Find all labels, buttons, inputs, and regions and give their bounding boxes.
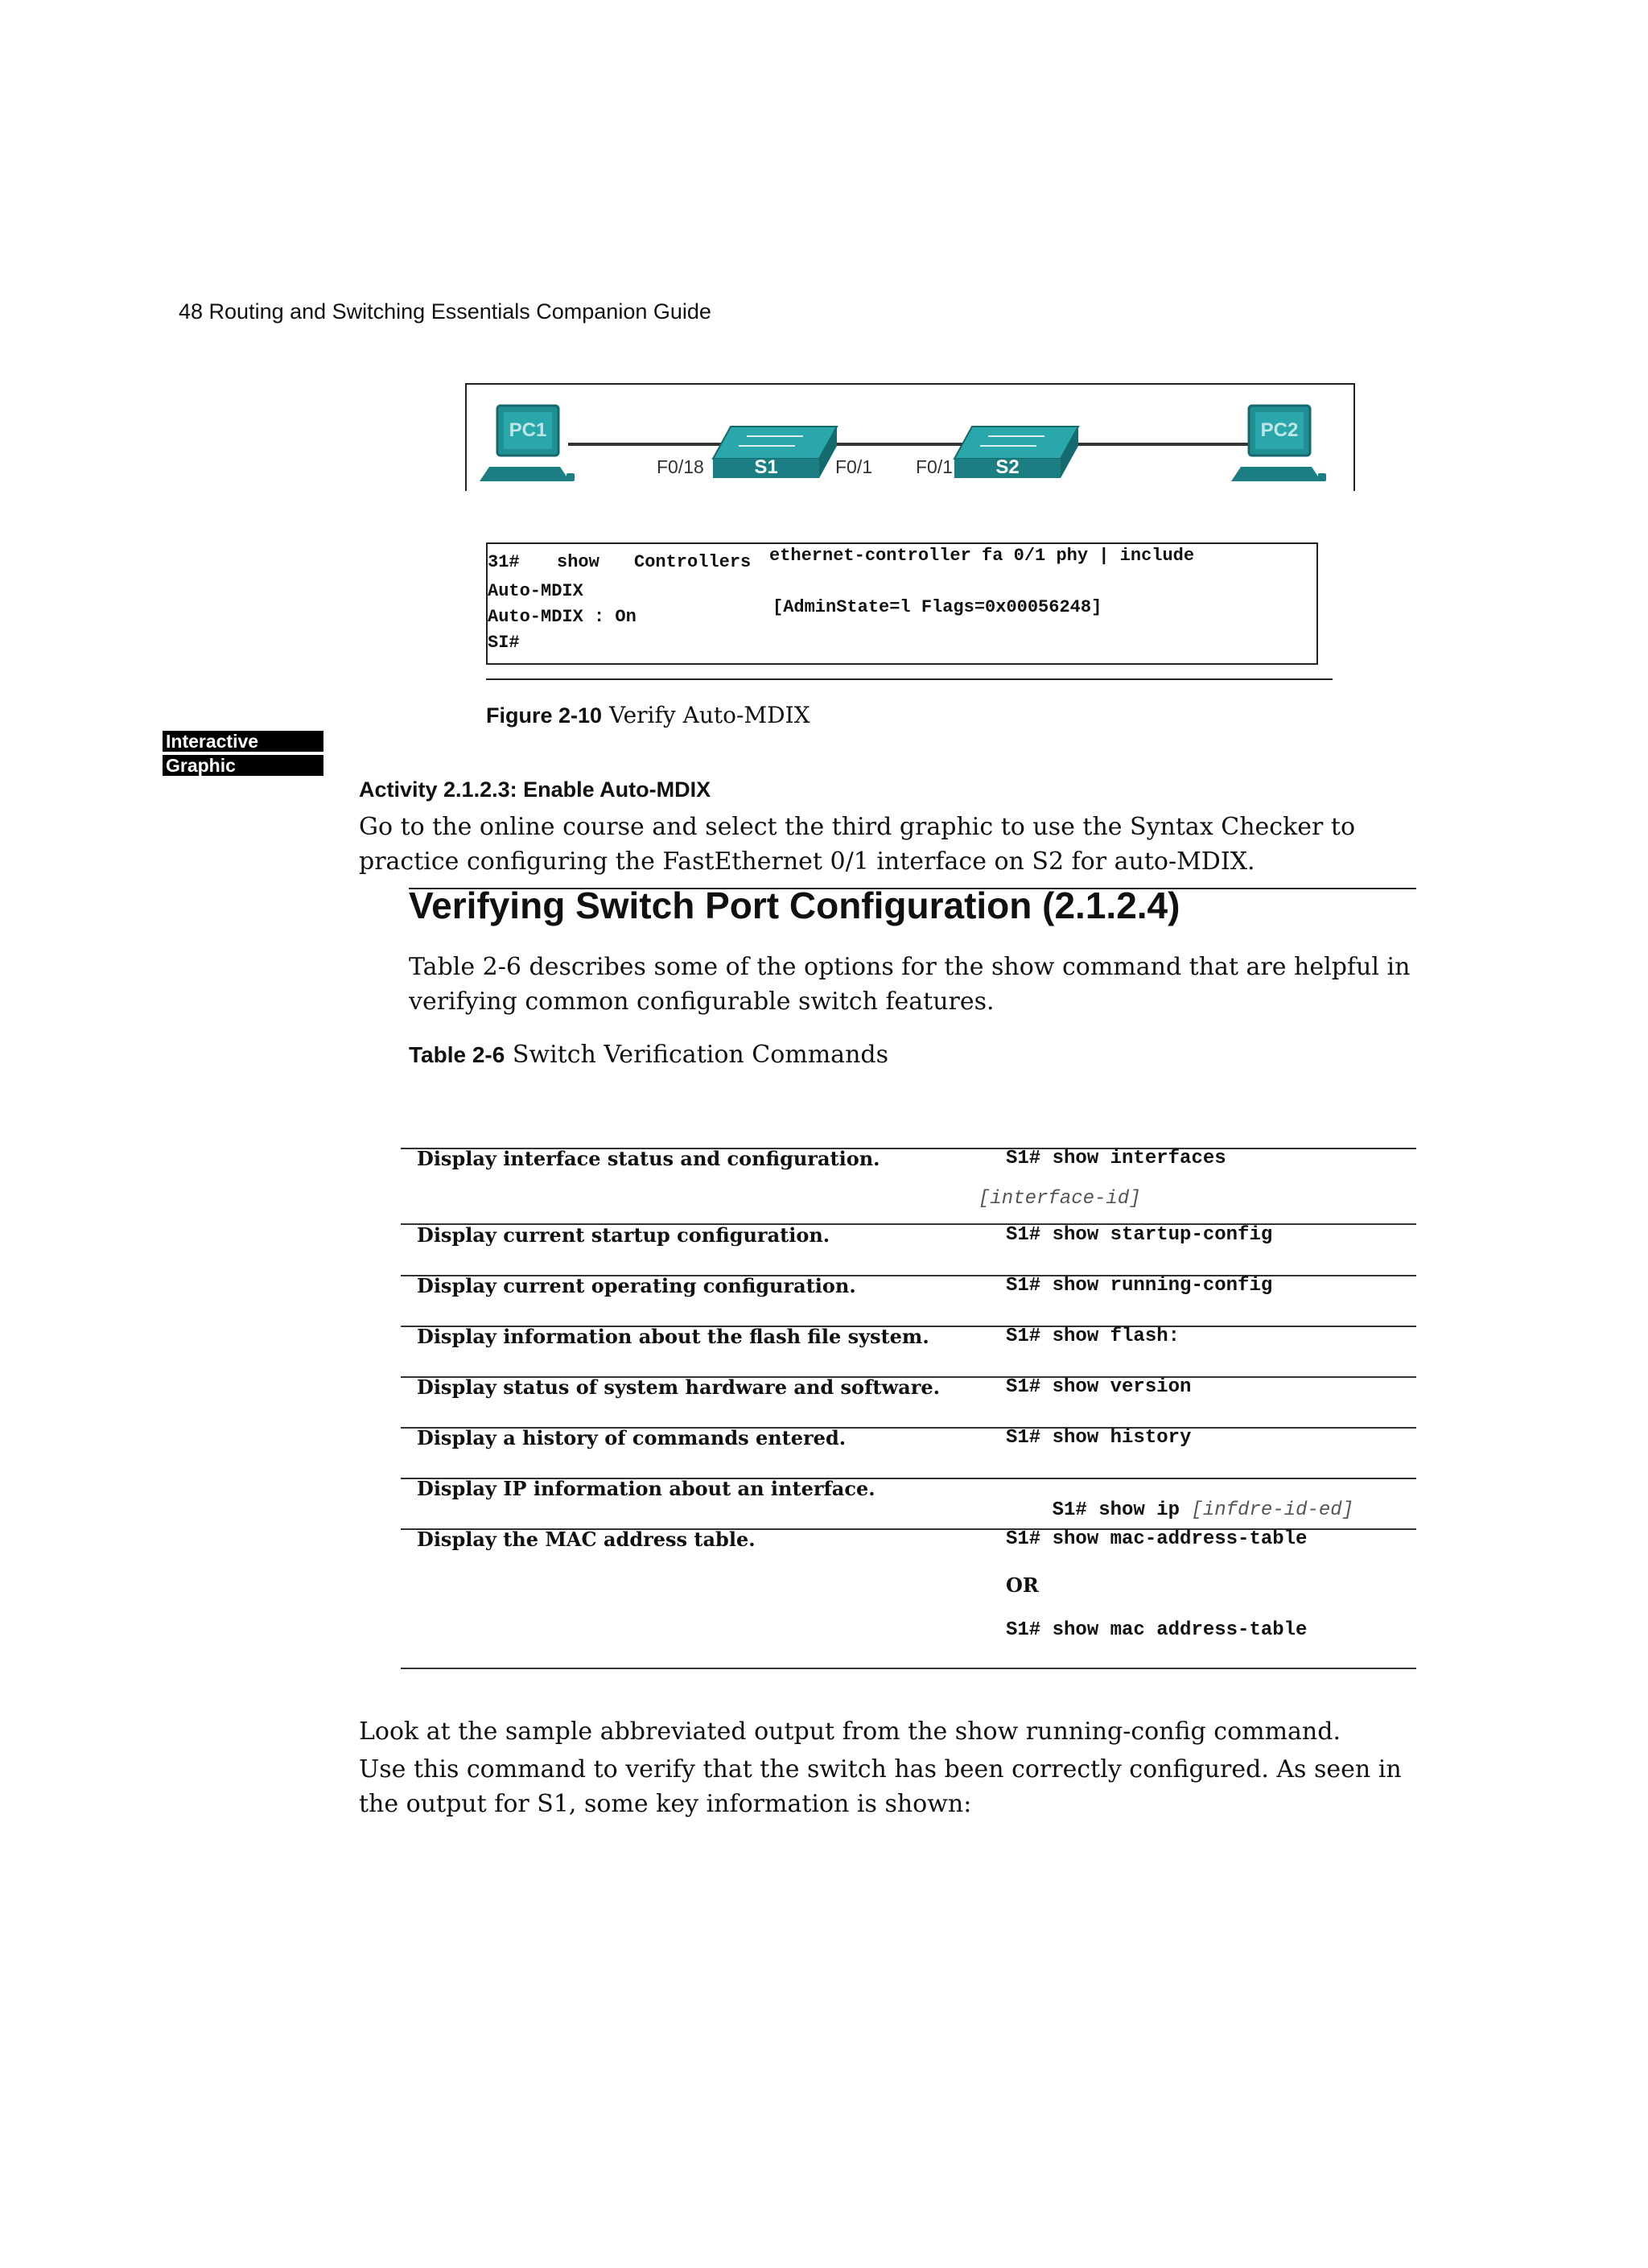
table-row-arg: [interface-id] [978, 1188, 1141, 1210]
figure-caption [486, 702, 810, 728]
table-row-cmd: S1# show flash: [1006, 1326, 1180, 1347]
table-row-cmd-text: S1# show ip [1052, 1499, 1180, 1521]
port-label-s2-f0-1: F0/1 [916, 456, 954, 477]
cli-output-box [486, 542, 1318, 665]
closing-line-1: Look at the sample abbreviated output from the show running-config command. [359, 1717, 1341, 1746]
table-row-desc: Display current operating configuration. [417, 1274, 856, 1297]
topology-diagram [465, 383, 1355, 491]
graphic-badge: Graphic [163, 755, 323, 776]
table-row-desc: Display status of system hardware and software. [417, 1375, 940, 1399]
activity-title: Activity 2.1.2.3: Enable Auto-MDIX [359, 777, 711, 802]
table-row-desc: Display the MAC address table. [417, 1528, 756, 1551]
table-label: Table 2-6 [409, 1042, 505, 1067]
cli-show: show [557, 552, 599, 572]
table-caption-text: Switch Verification Commands [512, 1041, 888, 1069]
pc2-label: PC2 [1260, 419, 1299, 441]
running-head: 48 Routing and Switching Essentials Companion Guide [179, 299, 711, 324]
figure-label: Figure 2-10 [486, 703, 603, 728]
pc1-label: PC1 [509, 419, 547, 441]
table-row-desc: Display a history of commands entered. [417, 1426, 847, 1449]
table-row-desc: Display information about the flash file system. [417, 1325, 929, 1348]
cli-line-auto-mdix: Auto-MDIX [488, 581, 583, 601]
table-bottom-rule [401, 1668, 1416, 1669]
intro-paragraph: Table 2-6 describes some of the options for the show command that are helpful in verifying common configurable switch features. [409, 953, 1411, 1016]
interactive-badge: Interactive [163, 731, 323, 752]
port-label-f0-18: F0/18 [657, 456, 704, 477]
topology-figure [465, 383, 1355, 491]
cli-end-prompt: SI# [488, 633, 520, 653]
pc1-icon [480, 406, 575, 481]
cli-controllers: Controllers [634, 552, 752, 572]
port-label-s1-f0-1: F0/1 [835, 456, 873, 477]
cli-box-rule [486, 678, 1333, 680]
table-row-desc: Display current startup configuration. [417, 1223, 830, 1247]
cli-admin-state: [AdminState=l Flags=0x00056248] [772, 597, 1102, 617]
table-row-cmd: S1# show mac-address-table [1006, 1528, 1308, 1550]
table-row-desc: Display interface status and configuration. [417, 1147, 880, 1170]
cli-command-rest: ethernet-controller fa 0/1 phy | include [769, 546, 1195, 566]
s1-label: S1 [754, 456, 778, 478]
table-row-cmd: S1# show history [1006, 1427, 1192, 1449]
table-row-cmd: S1# show interfaces [1006, 1148, 1226, 1169]
table-row-cmd: S1# show running-config [1006, 1275, 1273, 1297]
cli-line-auto-mdix-on: Auto-MDIX : On [488, 607, 637, 627]
cli-prompt: 31# [488, 552, 520, 572]
table-caption [409, 1041, 888, 1069]
s2-label: S2 [995, 456, 1020, 478]
figure-text: Verify Auto-MDIX [608, 702, 810, 728]
table-row-cmd-alt: S1# show mac address-table [1006, 1619, 1308, 1641]
section-heading: Verifying Switch Port Configuration (2.1.2.4) [409, 885, 1180, 926]
table-row-desc: Display IP information about an interface. [417, 1477, 876, 1500]
table-row-cmd: S1# show version [1006, 1376, 1192, 1398]
table-row-arg: [infdre-id-ed] [1191, 1499, 1354, 1521]
activity-body: Go to the online course and select the third graphic to use the Syntax Checker to practice configuring the FastEthernet 0/1 interface on S2 for auto-MDIX. [359, 813, 1356, 876]
closing-line-2: Use this command to verify that the switch has been correctly configured. As seen in the output for S1, some key information is shown: [359, 1755, 1402, 1818]
table-row-or: OR [1006, 1573, 1039, 1597]
table-row-cmd: S1# show startup-config [1006, 1224, 1273, 1246]
